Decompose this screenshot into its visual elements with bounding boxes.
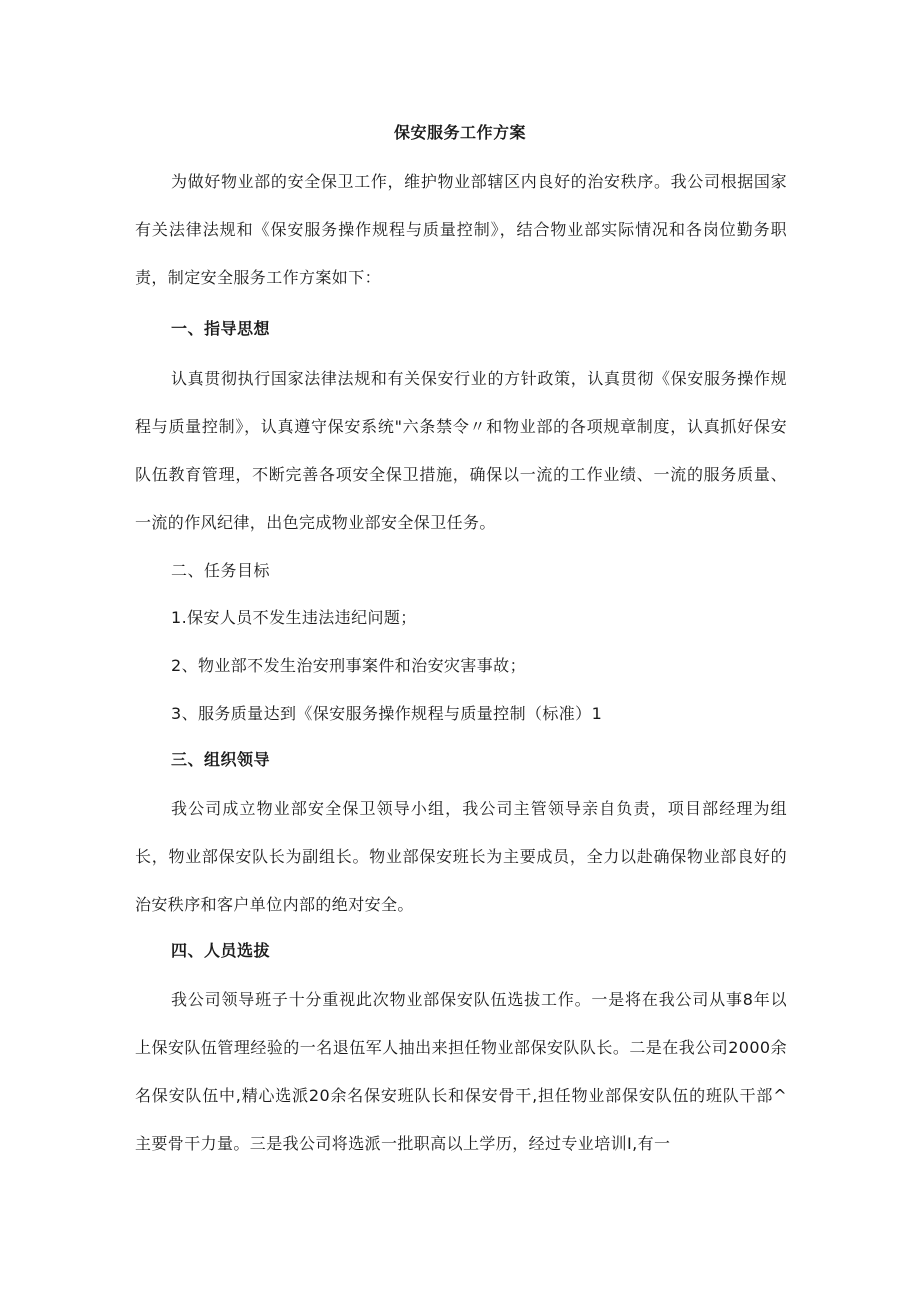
section-heading-guiding-ideology: 一、指导思想 bbox=[171, 319, 271, 338]
section-body-organization: 我公司成立物业部安全保卫领导小组，我公司主管领导亲自负责，项目部经理为组长，物业部保安队长为副组长。物业部保安班长为主要成员，全力以赴确保物业部良好的治安秩序和客户单位内部的绝对安全。 bbox=[135, 799, 787, 914]
goal-item-1: 1.保安人员不发生违法违纪问题； bbox=[171, 608, 417, 627]
goal-item-3: 3、服务质量达到《保安服务操作规程与质量控制（标准）1 bbox=[171, 704, 603, 723]
section-heading-personnel-selection: 四、人员选拔 bbox=[171, 941, 271, 960]
intro-paragraph: 为做好物业部的安全保卫工作，维护物业部辖区内良好的治安秩序。我公司根据国家有关法律法规和《保安服务操作规程与质量控制》，结合物业部实际情况和各岗位勤务职责，制定安全服务工作方案如下： bbox=[135, 172, 787, 287]
section-body-personnel-selection: 我公司领导班子十分重视此次物业部保安队伍选拔工作。一是将在我公司从事8年以上保安队伍管理经验的一名退伍军人抽出来担任物业部保安队队长。二是在我公司2000余名保安队伍中,精心选派20余名保安班队长和保安骨干,担任物业部保安队伍的班队干部^主要骨干力量。三是我公司将选派一批职高以上学历，经过专业培训Ⅰ,有一 bbox=[135, 990, 787, 1153]
document-title: 保安服务工作方案 bbox=[393, 123, 526, 142]
goal-item-2: 2、物业部不发生治安刑事案件和治安灾害事故； bbox=[171, 656, 526, 675]
section-body-guiding-ideology: 认真贯彻执行国家法律法规和有关保安行业的方针政策，认真贯彻《保安服务操作规程与质量控制》，认真遵守保安系统"六条禁令〃和物业部的各项规章制度，认真抓好保安队伍教育管理，不断完善各项安全保卫措施，确保以一流的工作业绩、一流的服务质量、一流的作风纪律，出色完成物业部安全保卫任务。 bbox=[135, 369, 787, 532]
section-heading-task-goals: 二、任务目标 bbox=[171, 561, 271, 580]
section-heading-organization: 三、组织领导 bbox=[171, 750, 271, 769]
